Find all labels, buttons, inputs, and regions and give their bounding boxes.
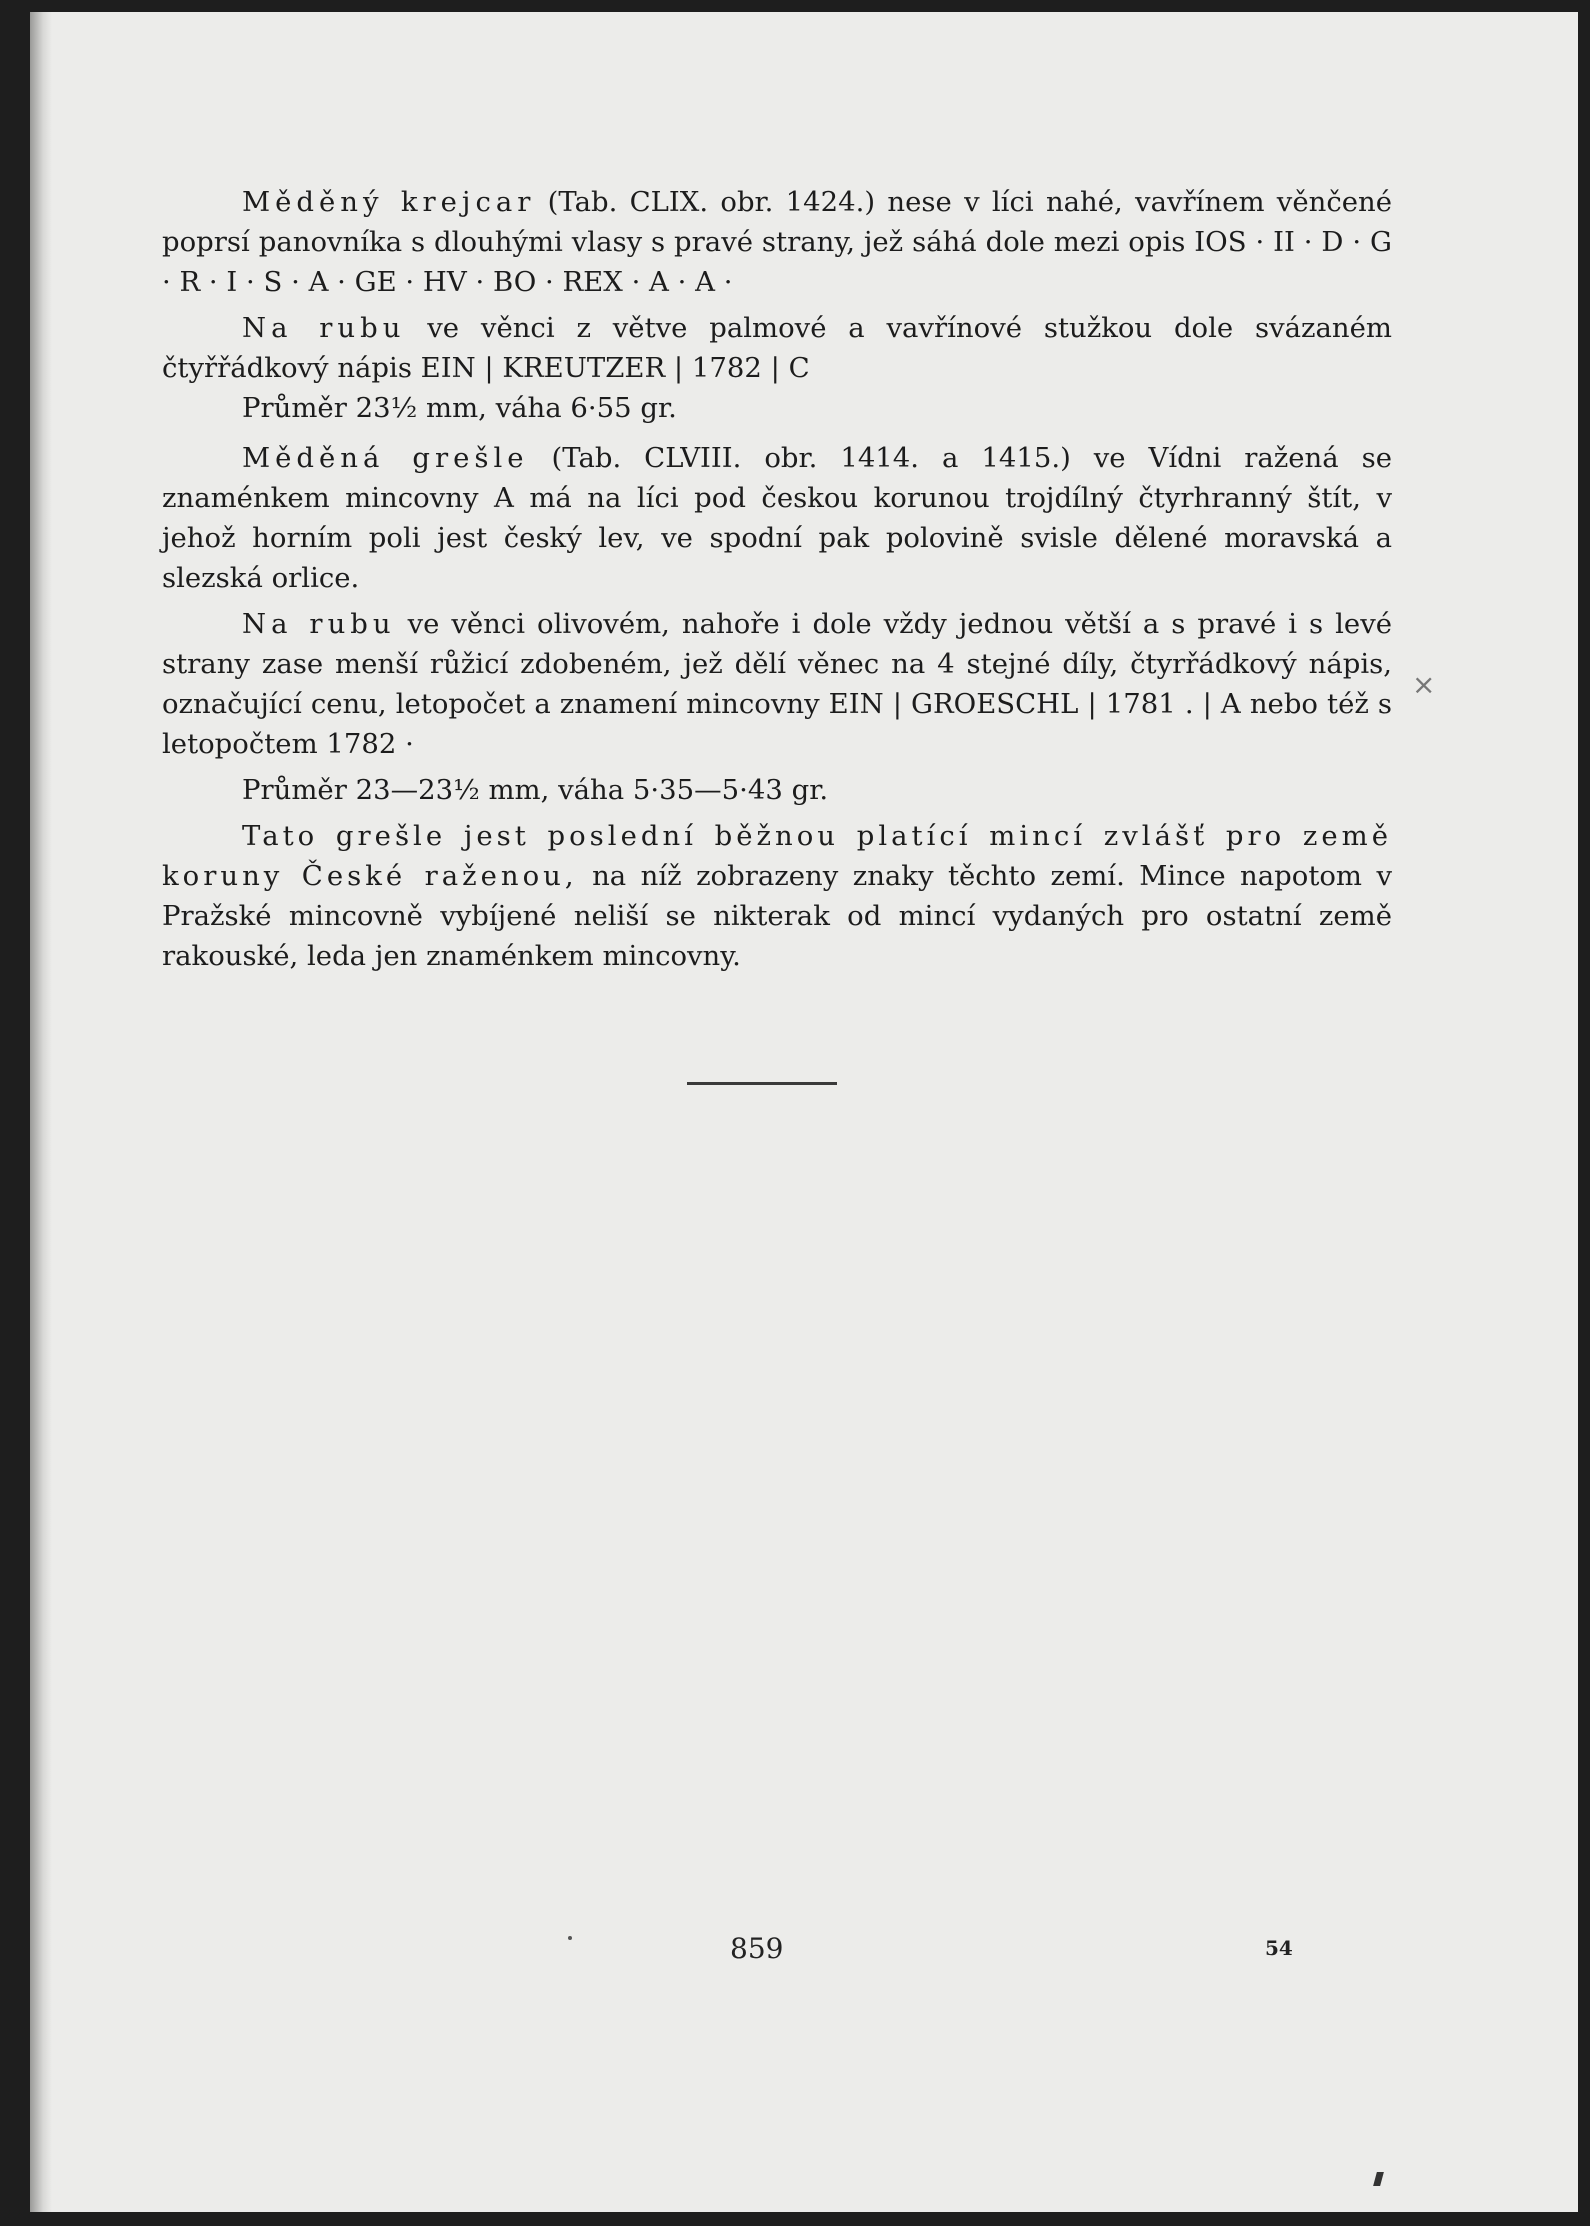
lead-term: Měděná grešle — [242, 442, 529, 474]
paragraph-text: Průměr 23—23½ mm, váha 5·35—5·43 gr. — [242, 774, 829, 806]
paragraph-kreuzer-measure — [162, 388, 1392, 428]
body-text — [162, 182, 1392, 976]
paragraph-groschen-measure — [162, 770, 1392, 810]
print-speck — [568, 1936, 572, 1940]
paragraph-text: ve věnci olivovém, nahoře i dole vždy jednou větší a s pravé i s levé strany zase menší růžicí zdobeném, jež dělí věnec na 4 stejné díly, čtyrřádkový nápis, označující cenu, letopočet a znamení mincovny EIN | GROESCHL | 1781 . | A nebo též s letopočtem 1782 · — [162, 608, 1392, 760]
margin-annotation: × — [1412, 668, 1436, 701]
paragraph-copper-kreuzer — [162, 182, 1392, 302]
lead-term: Tato grešle jest poslední běžnou platící mincí zvlášť pro země koruny České raženou, — [162, 820, 1392, 892]
lead-term: Měděný krejcar — [242, 186, 536, 218]
paragraph-kreuzer-reverse — [162, 308, 1392, 388]
paragraph-conclusion — [162, 816, 1392, 976]
page-number: 859 — [730, 1932, 784, 1965]
paragraph-text: (Tab. CLVIII. obr. 1414. a 1415.) ve Vídni ražená se znaménkem mincovny A má na líci pod českou korunou trojdílný čtyrhranný štít, v jehož horním poli jest český lev, ve spodní pak polovině svisle dělené moravská a slezská orlice. — [162, 442, 1392, 594]
paragraph-groschen-reverse — [162, 604, 1392, 764]
lead-term: Na rubu — [242, 608, 396, 640]
signature-mark: 54 — [1265, 1936, 1293, 1960]
paragraph-text: na níž zobrazeny znaky těchto zemí. Mince napotom v Pražské mincovně vybíjené neliší se nikterak od mincí vydaných pro ostatní země rakouské, leda jen znaménkem mincovny. — [162, 860, 1392, 972]
book-page — [30, 12, 1578, 2212]
corner-speck — [1373, 2172, 1384, 2186]
paragraph-copper-groschen — [162, 438, 1392, 598]
paragraph-text: (Tab. CLIX. obr. 1424.) nese v líci nahé, vavřínem věnčené poprsí panovníka s dlouhými vlasy s pravé strany, jež sáhá dole mezi opis IOS · II · D · G · R · I · S · A · GE · HV · BO · REX · A · A · — [162, 186, 1392, 298]
paragraph-text: ve věnci z větve palmové a vavřínové stužkou dole svázaném čtyřřádkový nápis EIN | KREUTZER | 1782 | C — [162, 312, 1392, 384]
lead-term: Na rubu — [242, 312, 406, 344]
binding-shadow — [30, 12, 52, 2212]
paragraph-text: Průměr 23½ mm, váha 6·55 gr. — [242, 392, 677, 424]
section-end-rule — [687, 1082, 837, 1085]
